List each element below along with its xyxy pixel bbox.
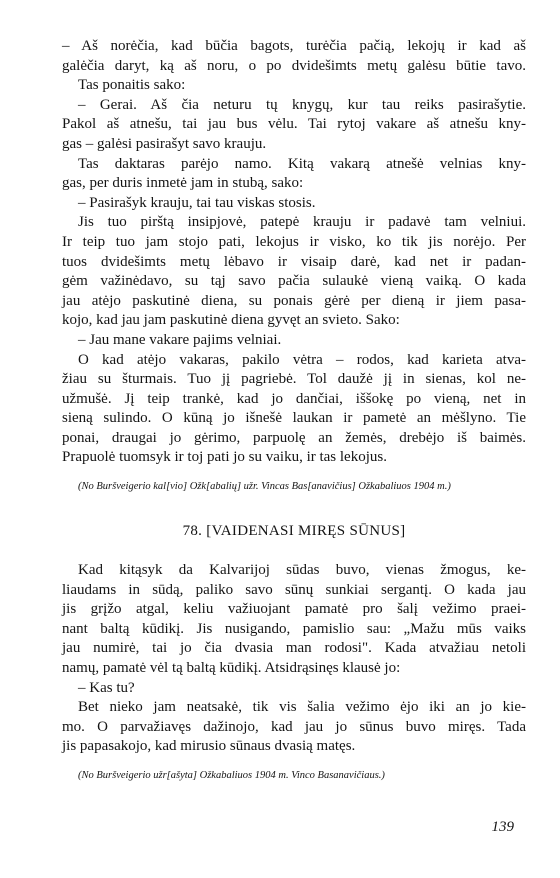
story-78-body: [62, 561, 526, 757]
text-line: Prapuolė tuomsyk ir toj pati jo su vaiku, ir tas lekojus.: [62, 449, 387, 466]
text-line: gėm važinėdavo, su tąj savo pačia sulaukė vieną vaiką. O kada: [62, 273, 526, 290]
text-line: Jis tuo pirštą insipjovė, patepė krauju ir padavė tam velniui.: [78, 214, 526, 231]
text-line: – Aš norėčia, kad būčia bagots, turėčia pačią, lekojų ir kad aš: [62, 38, 526, 54]
text-line: Kad kitąsyk da Kalvarijoj sūdas buvo, vienas žmogus, ke-: [78, 562, 526, 579]
text-line: – Pasirašyk krauju, tai tau viskas stosis.: [78, 194, 316, 211]
text-line: gas – galėsi pasirašyt savo krauju.: [62, 135, 267, 152]
text-line: jau atėjo paskutinė diena, su ponais gėrė per dieną ir jiem pasa-: [62, 292, 526, 309]
text-line: mo. O parvažiavęs dažinojo, kad jau jo sūnus buvo miręs. Tada: [62, 718, 526, 735]
text-line: galėčia daryt, ką aš noru, o po dvidešimts metų galėsu būtie tavo.: [62, 57, 526, 74]
text-line: jis grįžo atgal, keliu važiuojant pamatė pro šalį vežimo praei-: [62, 601, 526, 618]
story-77-body: [62, 37, 526, 468]
text-line: Ir teip tuo jam stojo pati, lekojus ir visko, ko tik jis norėjo. Per: [62, 233, 526, 250]
text-line: jau numirė, tai jo čia dvasia man rodosi". Kada atvažiau netoli: [62, 640, 526, 657]
text-line: Tas daktaras parėjo namo. Kitą vakarą atnešė velnias kny-: [78, 155, 526, 172]
text-line: Bet nieko jam neatsakė, tik vis šalia vežimo ėjo iki an jo kie-: [78, 699, 526, 716]
text-line: sieną sulindo. O kūną jo išnešė laukan ir pametė an mėšlyno. Tie: [62, 410, 526, 427]
source-note: (No Buršveigerio užr[ašyta] Ožkabaliuos 1904 m. Vinco Basanavičiaus.): [78, 770, 385, 781]
text-line: žiau su šturmais. Tuo jį pagriebė. Tol daužė jį in sienas, kol ne-: [62, 371, 526, 388]
text-line: užmušė. Jį teip trankė, kad jo dančiai, iššokę po vieną, net in: [62, 390, 526, 407]
text-line: ponai, draugai jo gėrimo, parpuolę an žemės, drebėjo iš baimės.: [62, 429, 526, 446]
section-title: 78. [VAIDENASI MIRĘS SŪNUS]: [182, 523, 406, 540]
source-note: (No Buršveigerio kal[vio] Ožk[abalių] užr. Vincas Bas[anavičius] Ožkabaliuos 1904 m.): [78, 481, 451, 493]
text-line: – Kas tu?: [78, 679, 135, 696]
text-line: tuos dvidešimts metų lėbavo ir visaip darė, kad net ir padan-: [62, 253, 526, 270]
text-line: jis papasakojo, kad mirusio sūnaus dvasią matęs.: [62, 738, 356, 755]
page-number: 139: [491, 819, 514, 835]
text-line: Tas ponaitis sako:: [78, 77, 186, 94]
text-line: namų, pamatė vėl tą baltą kūdikį. Atsidrąsinęs klausė jo:: [62, 660, 401, 677]
text-line: liaudams in sūdą, paliko savo sūnų sunkiai sergantį. O kada jau: [62, 581, 526, 598]
text-line: Pakol aš atnešu, tai jau bus vėlu. Tai rytoj vakare aš atnešu kny-: [62, 116, 526, 133]
text-line: O kad atėjo vakaras, pakilo vėtra – rodos, kad karieta atva-: [78, 351, 526, 368]
text-line: – Jau mane vakare pajims velniai.: [78, 331, 282, 348]
text-line: nant baltą kūdikį. Jis nusigando, pamislio sau: „Mažu mūs vaiks: [62, 620, 526, 637]
text-line: gas, per duris inmetė jam in stubą, sako:: [62, 175, 304, 192]
text-line: kojo, kad jau jam paskutinė diena gyvęt an svieto. Sako:: [62, 312, 400, 329]
text-line: – Gerai. Aš čia neturu tų knygų, kur tau reiks pasirašytie.: [78, 96, 526, 113]
